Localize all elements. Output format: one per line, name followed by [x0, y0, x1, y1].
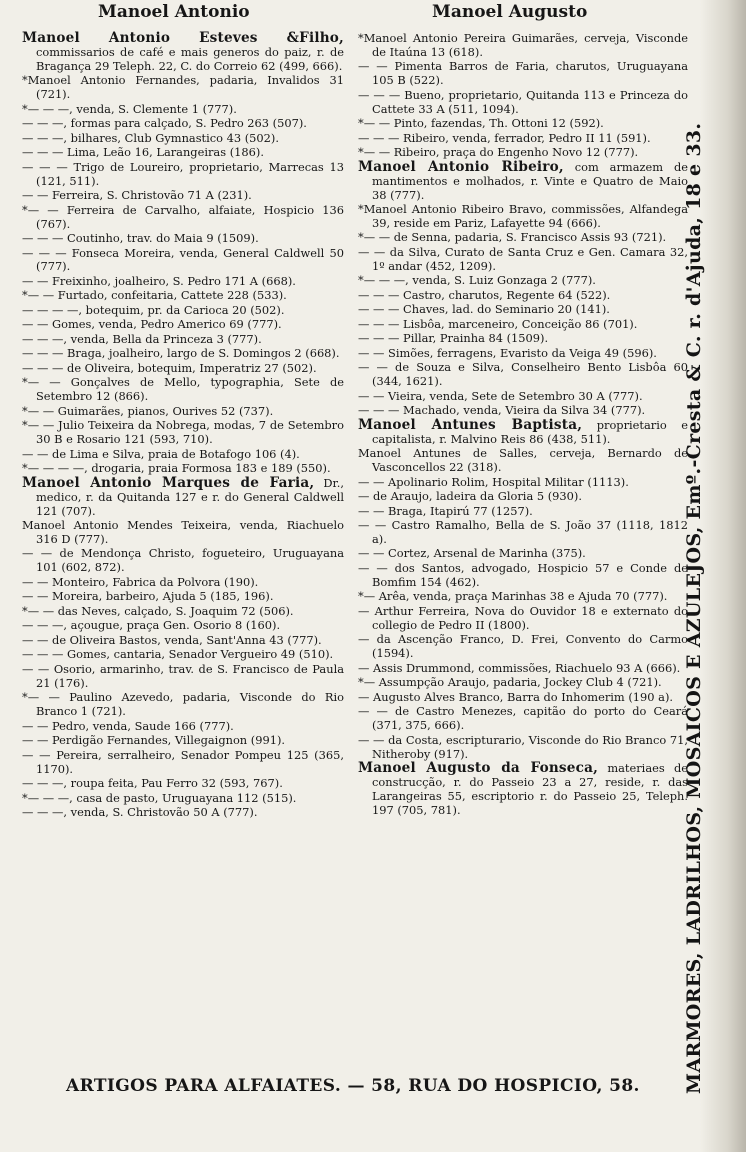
entry-text: — — Castro Ramalho, Bella de S. João 37 (1118, 1812 a). [358, 518, 688, 546]
entry-text: — — Gomes, venda, Pedro Americo 69 (777). [22, 317, 282, 332]
directory-entry [358, 203, 688, 231]
directory-entry [22, 547, 344, 575]
directory-entry [22, 189, 344, 203]
entry-text: — — — Coutinho, trav. do Maia 9 (1509). [22, 231, 259, 246]
directory-entry [22, 648, 344, 662]
directory-entry [358, 361, 688, 389]
directory-entry [22, 634, 344, 648]
entry-text: — — — Ribeiro, venda, ferrador, Pedro II 11 (591). [358, 130, 651, 145]
directory-entry [358, 562, 688, 590]
entry-text: — — — Chaves, lad. do Seminario 20 (141). [358, 302, 610, 317]
entry-text: — — da Costa, escripturario, Visconde do Rio Branco 71, Nitheroby (917). [358, 732, 688, 761]
directory-entry [358, 476, 688, 490]
directory-entry [22, 806, 344, 820]
directory-entry [22, 691, 344, 719]
directory-entry [22, 376, 344, 404]
directory-entry [22, 619, 344, 633]
entry-text: — — de Lima e Silva, praia de Botafogo 106 (4). [22, 446, 300, 461]
entry-text: — — — Machado, venda, Vieira da Silva 34 (777). [358, 403, 646, 418]
entry-text: — Arthur Ferreira, Nova do Ouvidor 18 e externato do collegio de Pedro II (1800). [358, 603, 688, 632]
directory-entry [22, 333, 344, 347]
entry-text: *— — — —, drogaria, praia Formosa 183 e 189 (550). [22, 461, 331, 476]
directory-entry [358, 447, 688, 475]
directory-entry [358, 676, 688, 690]
entry-text: — — Braga, Itapirú 77 (1257). [358, 503, 533, 518]
entry-text: — — Vieira, venda, Sete de Setembro 30 A (777). [358, 388, 643, 403]
directory-entry [22, 474, 344, 519]
entry-text: — — Pimenta Barros de Faria, charutos, Uruguayana 105 B (522). [358, 59, 688, 88]
entry-text: *— — Furtado, confeitaria, Cattete 228 (533). [22, 288, 287, 303]
directory-entry [358, 547, 688, 561]
directory-entry [358, 490, 688, 504]
directory-entry [22, 720, 344, 734]
entry-text: — — —, roupa feita, Pau Ferro 32 (593, 767). [22, 776, 283, 791]
entry-text: — — — Braga, joalheiro, largo de S. Domingos 2 (668). [22, 346, 340, 361]
directory-entry [358, 519, 688, 547]
directory-entry [22, 289, 344, 303]
directory-entry [22, 318, 344, 332]
directory-entry [22, 519, 344, 547]
entry-text: — — Osorio, armarinho, trav. de S. Francisco de Paula 21 (176). [22, 661, 344, 690]
directory-entry [358, 60, 688, 88]
entry-text: — — —, bilhares, Club Gymnastico 43 (502). [22, 130, 279, 145]
entry-text: *— — Guimarães, pianos, Ourives 52 (737). [22, 403, 274, 418]
directory-entry [358, 705, 688, 733]
entry-text: *— — Ribeiro, praça do Engenho Novo 12 (777). [358, 145, 639, 160]
entry-text: — — —, açougue, praça Gen. Osorio 8 (160). [22, 618, 281, 633]
entry-text: — — Cortez, Arsenal de Marinha (375). [358, 546, 586, 561]
entry-heading: Manoel Augusto da Fonseca, [358, 760, 599, 776]
entry-text: — — — Bueno, proprietario, Quitanda 113 e Princeza do Cattete 33 A (511, 1094). [358, 87, 688, 116]
directory-entry [358, 762, 688, 818]
entry-text: *Manoel Antonio Fernandes, padaria, Invalidos 31 (721). [22, 73, 344, 102]
entry-text: — da Ascenção Franco, D. Frei, Convento do Carmo (1594). [358, 632, 688, 661]
directory-entry [358, 318, 688, 332]
directory-entry [22, 419, 344, 447]
entry-text: — — Pedro, venda, Saude 166 (777). [22, 718, 234, 733]
entry-text: — — dos Santos, advogado, Hospicio 57 e Conde de Bomfim 154 (462). [358, 560, 688, 589]
directory-entry [22, 304, 344, 318]
directory-entry [22, 117, 344, 131]
directory-entry [22, 146, 344, 160]
directory-entry [22, 32, 344, 74]
directory-entry [22, 103, 344, 117]
entry-text: *— — —, venda, S. Clemente 1 (777). [22, 101, 237, 116]
entry-text: — — de Oliveira Bastos, venda, Sant'Anna 43 (777). [22, 632, 322, 647]
directory-entry [22, 448, 344, 462]
left-column [22, 32, 344, 821]
entry-text: — de Araujo, ladeira da Gloria 5 (930). [358, 489, 582, 504]
directory-entry [22, 734, 344, 748]
entry-text: — Augusto Alves Branco, Barra do Inhomerim (190 a). [358, 689, 674, 704]
entry-text: — — Pereira, serralheiro, Senador Pompeu 125 (365, 1170). [22, 747, 344, 776]
entry-text: Dr., medico, r. da Quitanda 127 e r. do General Caldwell 121 (707). [36, 475, 344, 518]
directory-entry [22, 777, 344, 791]
entry-text: *— — —, venda, S. Luiz Gonzaga 2 (777). [358, 273, 596, 288]
directory-entry [358, 158, 688, 203]
entry-text: — Assis Drummond, commissões, Riachuelo 93 A (666). [358, 660, 681, 675]
entry-text: — — — Lisbôa, marceneiro, Conceição 86 (701). [358, 316, 638, 331]
directory-entry [22, 663, 344, 691]
directory-entry [358, 390, 688, 404]
directory-entry [358, 662, 688, 676]
directory-entry [22, 232, 344, 246]
side-advert-band [700, 0, 746, 1152]
running-head-left: Manoel Antonio [98, 2, 250, 22]
entry-heading: Manoel Antonio Esteves &Filho, [22, 30, 344, 46]
directory-entry [22, 749, 344, 777]
entry-text: materiaes de construcção, r. do Passeio 23 a 27, reside, r. das Larangeiras 55, escriptorio r. do Passeio 25, Teleph. 197 (705, 781). [372, 761, 688, 817]
entry-text: — — —, venda, Bella da Princeza 3 (777). [22, 331, 262, 346]
entry-text: *— — Julio Teixeira da Nobrega, modas, 7 de Setembro 30 B e Rosario 121 (593, 710). [22, 418, 344, 447]
entry-text: *— — Ferreira de Carvalho, alfaiate, Hospicio 136 (767). [22, 202, 344, 231]
entry-text: — — —, venda, S. Christovão 50 A (777). [22, 805, 258, 820]
directory-entry [358, 590, 688, 604]
entry-text: *— — de Senna, padaria, S. Francisco Assis 93 (721). [358, 230, 667, 245]
directory-entry [22, 275, 344, 289]
footer-advert: ARTIGOS PARA ALFAIATES. — 58, RUA DO HOSPICIO, 58. [66, 1076, 640, 1096]
entry-text: Manoel Antonio Mendes Teixeira, venda, Riachuelo 316 D (777). [22, 518, 344, 546]
entry-text: *— — —, casa de pasto, Uruguayana 112 (515). [22, 790, 297, 805]
directory-entry [358, 117, 688, 131]
directory-entry [358, 89, 688, 117]
directory-entry [358, 289, 688, 303]
entry-text: — — Moreira, barbeiro, Ajuda 5 (185, 196). [22, 589, 274, 604]
entry-text: — — — Castro, charutos, Regente 64 (522). [358, 287, 611, 302]
entry-text: — — de Castro Menezes, capitão do porto do Ceará (371, 375, 666). [358, 704, 688, 733]
directory-entry [358, 605, 688, 633]
entry-text: — — Simões, ferragens, Evaristo da Veiga 49 (596). [358, 345, 657, 360]
entry-text: *— Assumpção Araujo, padaria, Jockey Club 4 (721). [358, 675, 662, 690]
directory-entry [22, 204, 344, 232]
entry-text: — — de Mendonça Christo, fogueteiro, Uruguayana 101 (602, 872). [22, 546, 344, 575]
entry-text: — — — Lima, Leão 16, Larangeiras (186). [22, 145, 264, 160]
entry-heading: Manoel Antonio Ribeiro, [358, 158, 564, 175]
entry-text: commissarios de café e mais generos do paiz, r. de Bragança 29 Teleph. 22, C. do Correio 62 (499, 666). [36, 44, 344, 73]
entry-heading: Manoel Antunes Baptista, [358, 416, 583, 433]
directory-entry [358, 246, 688, 274]
directory-entry [22, 405, 344, 419]
directory-entry [358, 231, 688, 245]
entry-text: — — — Gomes, cantaria, Senador Vergueiro 49 (510). [22, 647, 334, 662]
entry-text: — — da Silva, Curato de Santa Cruz e Gen. Camara 32, 1º andar (452, 1209). [358, 244, 688, 273]
directory-entry [22, 576, 344, 590]
directory-entry [22, 132, 344, 146]
entry-text: — — — —, botequim, pr. da Carioca 20 (502). [22, 302, 285, 317]
entry-text: Manoel Antunes de Salles, cerveja, Bernardo de Vasconcellos 22 (318). [358, 446, 688, 475]
running-head-right: Manoel Augusto [432, 2, 588, 22]
entry-text: *— — Gonçalves de Mello, typographia, Sete de Setembro 12 (866). [22, 375, 344, 404]
entry-text: — — Ferreira, S. Christovão 71 A (231). [22, 188, 252, 203]
directory-entry [22, 362, 344, 376]
directory-entry [358, 274, 688, 288]
entry-text: proprietario e capitalista, r. Malvino Reis 86 (438, 511). [372, 417, 688, 446]
entry-text: *— — das Neves, calçado, S. Joaquim 72 (506). [22, 603, 294, 618]
directory-entry [22, 590, 344, 604]
entry-text: — — —, formas para calçado, S. Pedro 263 (507). [22, 116, 307, 131]
directory-entry [22, 347, 344, 361]
running-head [0, 2, 700, 28]
directory-entry [358, 132, 688, 146]
entry-text: *— Arêa, venda, praça Marinhas 38 e Ajuda 70 (777). [358, 589, 668, 604]
entry-text: — — Freixinho, joalheiro, S. Pedro 171 A (668). [22, 273, 296, 288]
entry-text: *Manoel Antonio Ribeiro Bravo, commissões, Alfandega 39, reside em Pariz, Lafayette 94 (666). [358, 202, 688, 230]
directory-entry [22, 605, 344, 619]
directory-entry [22, 792, 344, 806]
directory-entry [358, 303, 688, 317]
directory-entry [358, 633, 688, 661]
directory-entry [22, 247, 344, 275]
directory-entry [358, 32, 688, 60]
entry-text: *— — Pinto, fazendas, Th. Ottoni 12 (592). [358, 116, 604, 131]
entry-text: — — — Fonseca Moreira, venda, General Caldwell 50 (777). [22, 245, 344, 274]
entry-text: — — — Pillar, Prainha 84 (1509). [358, 331, 549, 346]
directory-entry [358, 734, 688, 762]
directory-entry [22, 74, 344, 102]
entry-text: — — Perdigão Fernandes, Villegaignon (991). [22, 733, 286, 748]
entry-text: *Manoel Antonio Pereira Guimarães, cerveja, Visconde de Itaúna 13 (618). [358, 31, 688, 59]
directory-entry [358, 505, 688, 519]
side-advert-text: MARMORES, LADRILHOS, MOSAICOS E AZULEJOS, Emº.-Cresta & C. r. d'Ajuda, 18 e 33. [683, 122, 705, 1094]
entry-text: — — — Trigo de Loureiro, proprietario, Marrecas 13 (121, 511). [22, 159, 344, 188]
entry-text: — — Apolinario Rolim, Hospital Militar (1113). [358, 474, 629, 489]
directory-entry [358, 416, 688, 447]
entry-text: — — de Souza e Silva, Conselheiro Bento Lisbôa 60 (344, 1621). [358, 360, 688, 389]
entry-text: com armazem de mantimentos e molhados, r. Vinte e Quatro de Maio 38 (777). [372, 159, 688, 202]
right-column [358, 32, 688, 818]
directory-entry [358, 332, 688, 346]
entry-text: — — Monteiro, Fabrica da Polvora (190). [22, 574, 259, 589]
directory-entry [358, 691, 688, 705]
directory-entry [22, 161, 344, 189]
entry-text: *— — Paulino Azevedo, padaria, Visconde do Rio Branco 1 (721). [22, 690, 344, 719]
entry-heading: Manoel Antonio Marques de Faria, [22, 474, 315, 491]
directory-entry [358, 347, 688, 361]
entry-text: — — — de Oliveira, botequim, Imperatriz 27 (502). [22, 360, 317, 375]
